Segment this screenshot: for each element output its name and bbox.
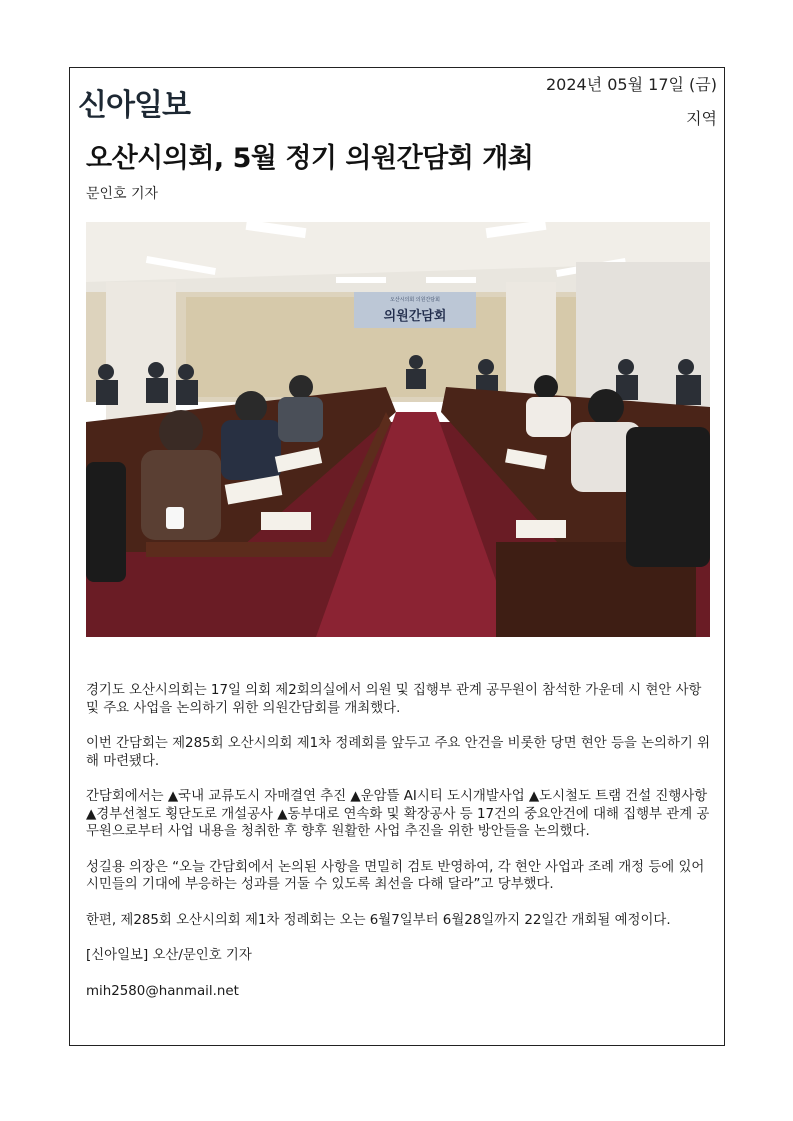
article-paragraph-4: 성길용 의장은 “오늘 간담회에서 논의된 사항을 면밀히 검토 반영하여, 각 현안 사업과 조례 개정 등에 있어 시민들의 기대에 부응하는 성과를 거둘 수 있도록 최선을 다해 달라”고 당부했다. — [86, 859, 705, 892]
article-paragraph-5: 한편, 제285회 오산시의회 제1차 정례회는 오는 6월7일부터 6월28일까지 22일간 개회될 예정이다. — [86, 912, 671, 928]
newspaper-logo: 신아일보 — [78, 88, 190, 123]
article-credit: [신아일보] 오산/문인호 기자 — [86, 948, 252, 963]
banner-text: 의원간담회 — [383, 309, 447, 324]
reporter-email[interactable]: mih2580@hanmail.net — [86, 983, 239, 999]
article-photo — [86, 222, 710, 637]
meeting-room-photo — [86, 222, 710, 637]
banner-small-text: 오산시의회 의원간담회 — [390, 297, 440, 303]
article-paragraph-1: 경기도 오산시의회는 17일 의회 제2회의실에서 의원 및 집행부 관계 공무원이 참석한 가운데 시 현안 사항 및 주요 사업을 논의하기 위한 의원간담회를 개최했다. — [86, 683, 702, 716]
article-body — [86, 682, 710, 1018]
article-paragraph-3: 간담회에서는 ▲국내 교류도시 자매결연 추진 ▲운암뜰 AI시티 도시개발사업 ▲도시철도 트램 건설 진행사항 ▲경부선철도 횡단도로 개설공사 ▲동부대로 연속화 및 확장공사 등 17건의 중요안건에 대해 집행부 관계 공무원으로부터 사업 내용을 청취한 후 향후 원활한 사업 추진을 위한 방안들을 논의했다. — [86, 789, 710, 839]
publication-date: 2024년 05월 17일 (금) — [545, 75, 717, 94]
article-headline: 오산시의회, 5월 정기 의원간담회 개최 — [86, 143, 534, 174]
article-byline: 문인호 기자 — [86, 186, 159, 202]
section-label: 지역 — [686, 109, 717, 128]
article-paragraph-2: 이번 간담회는 제285회 오산시의회 제1차 정례회를 앞두고 주요 안건을 비롯한 당면 현안 등을 논의하기 위해 마련됐다. — [86, 736, 711, 769]
